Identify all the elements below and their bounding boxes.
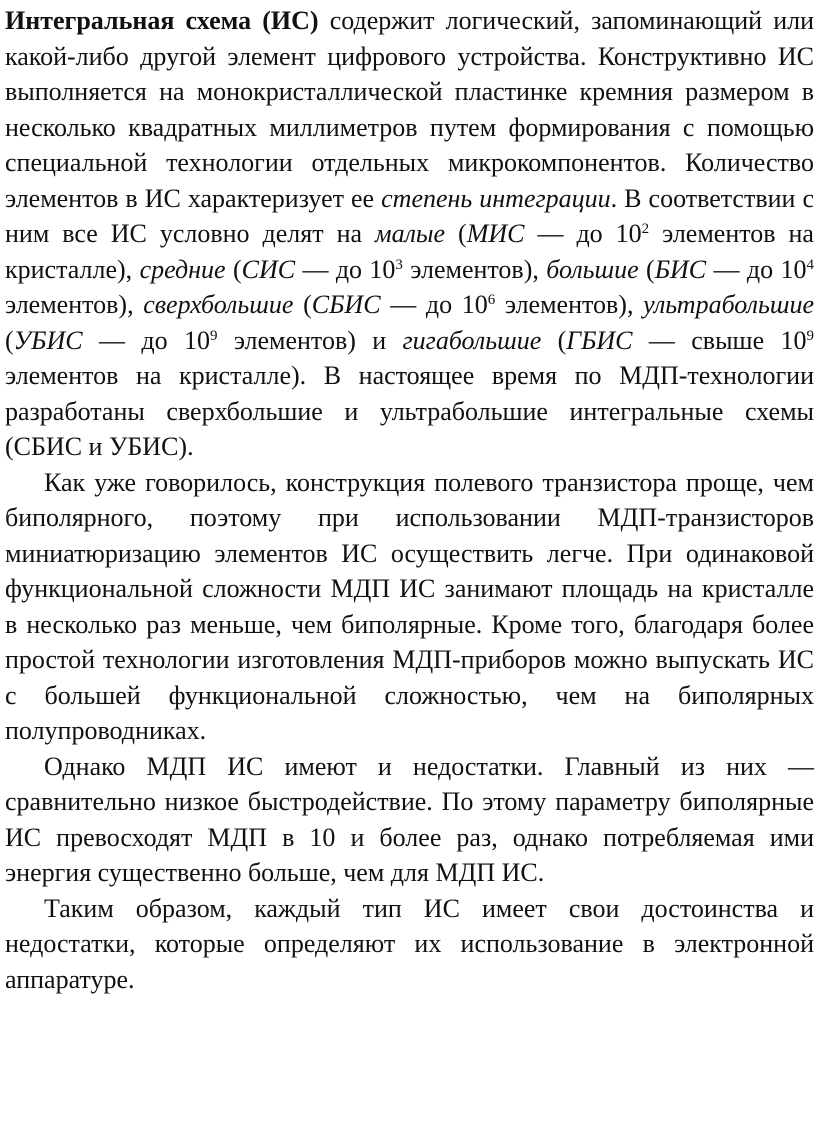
term-large: большие — [546, 254, 639, 284]
term-medium: средние — [139, 254, 226, 284]
exponent: 2 — [641, 221, 650, 237]
text-run: ( — [5, 325, 14, 355]
text-run: элементов), — [495, 290, 644, 319]
paragraph-mdp-advantages: Как уже говорилось, конструкция полевого транзистора проще, чем биполярного, поэтому при использовании МДП-транзисторов миниатюризацию элементов ИС осуществить легче. При одинаковой функциональной сложности МДП ИС занимают площадь на кристалле в несколько раз меньше, чем биполярные. Кроме того, благодаря более простой технологии изготовления МДП-приборов можно выпускать ИС с большей функциональной сложностью, чем на биполярных полупроводниках. — [5, 467, 814, 745]
exponent: 6 — [487, 292, 496, 308]
text-run: — до 10 — [295, 254, 396, 284]
term-giga-large: гигабольшие — [402, 325, 542, 355]
exponent: 3 — [395, 256, 403, 273]
text-run: элементов) и — [217, 325, 403, 355]
paragraph-mdp-drawbacks: Однако МДП ИС имеют и недостатки. Главный из них — сравнительно низкое быстродействие. По этому параметру биполярные ИС превосходят МДП в 10 и более раз, однако потребляемая ими энергия существенно больше, чем для МДП ИС. — [5, 751, 814, 887]
text-run: элементов), — [5, 290, 144, 319]
text-run: . В соответствии с ним все ИС условно делят на — [5, 183, 814, 248]
paragraph-integrated-circuit-definition — [5, 3, 814, 465]
abbr-bis: БИС — [654, 254, 707, 284]
term-very-large: сверхбольшие — [143, 290, 294, 319]
exponent: 4 — [806, 256, 814, 273]
abbr-mis: МИС — [466, 219, 525, 248]
text-run: ( — [293, 290, 312, 319]
abbr-sbis: СБИС — [311, 290, 381, 319]
text-run: ( — [225, 254, 242, 284]
text-run: — до 10 — [82, 325, 210, 355]
exponent: 9 — [806, 327, 814, 344]
text-run: — до 10 — [706, 254, 807, 284]
text-run: — до 10 — [380, 290, 488, 319]
text-run: элементов на кристалле), — [5, 219, 814, 284]
term-integration-degree: степень интеграции — [381, 183, 611, 213]
text-run: элементов), — [402, 254, 547, 284]
text-run: элементов на кристалле). В настоящее время по МДП-технологии разработаны сверхбольшие и ультрабольшие интегральные схемы (СБИС и УБИС). — [5, 361, 814, 461]
text-run: ( — [638, 254, 655, 284]
text-run: ( — [445, 219, 467, 248]
term-small: малые — [375, 219, 446, 248]
text-run: — свыше 10 — [632, 325, 807, 355]
text-run: содержит логический, запоминающий или какой-либо другой элемент цифрового устройства. Конструктивно ИС выполняется на монокристаллической пластинке кремния размером в несколько квадратных миллиметров путем формирования с помощью специальной технологии отдельных микрокомпонентов. Количество элементов в ИС характеризует ее — [5, 6, 814, 213]
text-run: ( — [541, 325, 567, 355]
abbr-ubis: УБИС — [13, 325, 83, 355]
term-integrated-circuit: Интегральная схема (ИС) — [5, 6, 319, 35]
exponent: 9 — [209, 327, 218, 344]
term-ultra-large: ультрабольшие — [643, 290, 814, 319]
abbr-gbis: ГБИС — [566, 325, 633, 355]
abbr-sis: СИС — [241, 254, 296, 284]
text-run: — до 10 — [524, 219, 642, 248]
paragraph-conclusion: Таким образом, каждый тип ИС имеет свои достоинства и недостатки, которые определяют их использование в электронной аппаратуре. — [5, 893, 814, 994]
